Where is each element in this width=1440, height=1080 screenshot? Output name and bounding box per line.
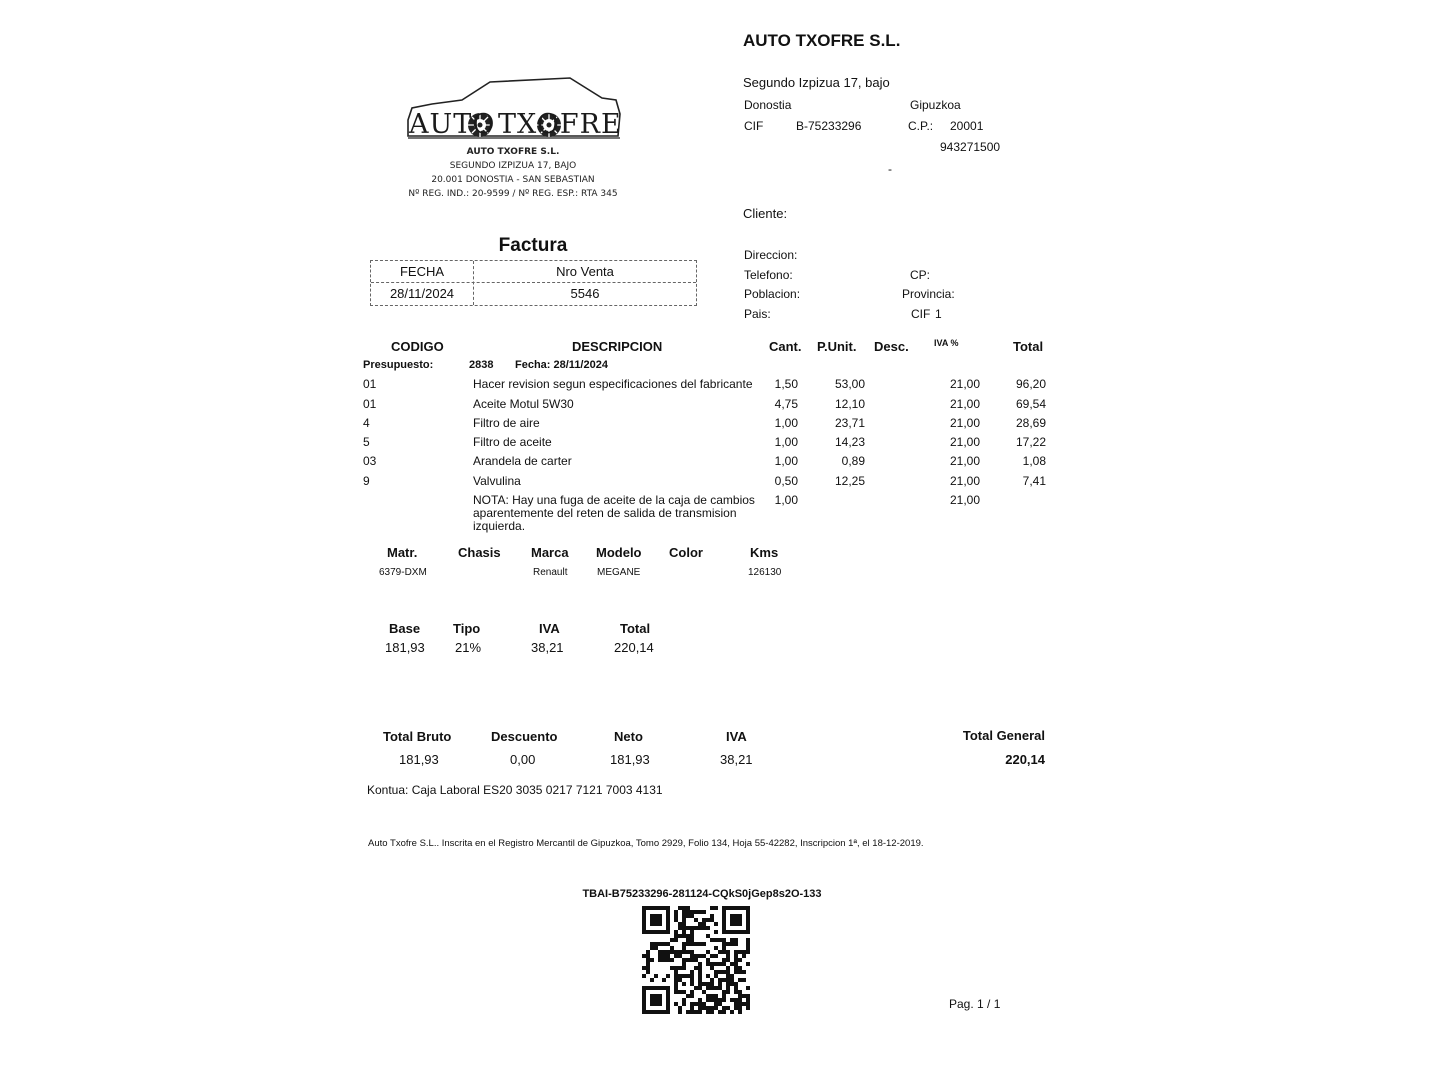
logo-word-txofre: TXOFRE: [498, 109, 622, 140]
item-cant: 0,50: [774, 474, 798, 488]
item-punit: 23,71: [834, 416, 865, 430]
nota-iva: 21,00: [949, 493, 980, 507]
totals-general: 220,14: [1005, 752, 1045, 767]
tax-base-header: Base: [389, 621, 421, 636]
invoice-nro: 5546: [570, 286, 600, 301]
vehicle-matr-header: Matr.: [387, 545, 418, 560]
item-total: 69,54: [1015, 397, 1046, 411]
company-province: Gipuzkoa: [910, 98, 961, 112]
company-dash: -: [888, 162, 892, 176]
totals-descuento: 0,00: [510, 752, 536, 767]
totals-bruto-header: Total Bruto: [383, 729, 452, 744]
item-total: 28,69: [1015, 416, 1046, 430]
presupuesto-fecha: Fecha: 28/11/2024: [515, 359, 608, 371]
vehicle-modelo-header: Modelo: [596, 545, 642, 560]
logo-line-1: AUTO TXOFRE S.L.: [466, 147, 560, 157]
vehicle-color-header: Color: [669, 545, 703, 560]
item-cant: 1,50: [774, 377, 798, 391]
totals-general-header: Total General: [962, 728, 1045, 743]
presupuesto-number: 2838: [469, 359, 494, 371]
item-descripcion: Hacer revision segun especificaciones del fabricante: [473, 377, 753, 391]
item-total: 1,08: [1022, 454, 1046, 468]
tax-iva: 38,21: [531, 640, 564, 655]
company-cp: 20001: [950, 119, 984, 133]
vehicle-marca-header: Marca: [531, 545, 569, 560]
item-descripcion: Arandela de carter: [473, 454, 572, 468]
client-cp-label: CP:: [910, 268, 931, 282]
company-name: AUTO TXOFRE S.L.: [743, 31, 901, 50]
vehicle-marca: Renault: [533, 567, 568, 578]
tax-tipo: 21%: [455, 640, 482, 655]
company-cp-label: C.P.:: [908, 119, 934, 133]
tax-total: 220,14: [614, 640, 654, 655]
logo-word-auto: AUTO: [409, 109, 496, 140]
qr-code-icon: [642, 906, 750, 1014]
vehicle-matr: 6379-DXM: [379, 567, 427, 578]
item-iva: 21,00: [949, 474, 980, 488]
item-iva: 21,00: [949, 435, 980, 449]
totals-neto: 181,93: [610, 752, 650, 767]
header-descripcion: DESCRIPCION: [572, 339, 663, 354]
registry-note: Auto Txofre S.L.. Inscrita en el Registro Mercantil de Gipuzkoa, Tomo 2929, Folio 134, Hoja 55-42282, Inscripcion 1ª, el 18-12-2019.: [368, 838, 924, 849]
company-city: Donostia: [744, 98, 792, 112]
client-cif-label: CIF: [911, 307, 931, 321]
header-cant: Cant.: [769, 339, 802, 354]
vehicle-kms-header: Kms: [750, 545, 779, 560]
item-codigo: 01: [363, 397, 377, 411]
page-number: Pag. 1 / 1: [949, 997, 1001, 1011]
vehicle-modelo: MEGANE: [597, 567, 641, 578]
logo-line-3: 20.001 DONOSTIA - SAN SEBASTIAN: [431, 175, 595, 185]
totals-iva: 38,21: [720, 752, 753, 767]
client-telefono-label: Telefono:: [744, 268, 793, 282]
header-codigo: CODIGO: [391, 339, 444, 354]
item-iva: 21,00: [949, 454, 980, 468]
item-cant: 4,75: [774, 397, 798, 411]
tax-total-header: Total: [620, 621, 651, 636]
company-cif-label: CIF: [744, 119, 764, 133]
item-iva: 21,00: [949, 377, 980, 391]
client-label: Cliente:: [743, 206, 788, 221]
client-poblacion-label: Poblacion:: [744, 287, 801, 301]
totals-iva-header: IVA: [726, 729, 747, 744]
company-address: Segundo Izpizua 17, bajo: [743, 75, 890, 90]
item-punit: 53,00: [834, 377, 865, 391]
item-descripcion: Aceite Motul 5W30: [473, 397, 574, 411]
header-iva: IVA %: [934, 338, 959, 348]
invoice-fecha-label: FECHA: [399, 264, 445, 279]
header-desc: Desc.: [874, 339, 909, 354]
item-total: 7,41: [1022, 474, 1046, 488]
logo-line-4: Nº REG. IND.: 20-9599 / Nº REG. ESP.: RTA 345: [408, 189, 618, 199]
item-cant: 1,00: [774, 416, 798, 430]
item-codigo: 03: [363, 454, 377, 468]
item-total: 96,20: [1015, 377, 1046, 391]
presupuesto-label: Presupuesto:: [363, 359, 434, 371]
item-iva: 21,00: [949, 416, 980, 430]
invoice-info-box: [370, 260, 697, 306]
nota-line-1: NOTA: Hay una fuga de aceite de la caja de cambios: [473, 493, 755, 507]
nota-cant: 1,00: [774, 493, 798, 507]
item-punit: 12,25: [834, 474, 865, 488]
invoice-nro-label: Nro Venta: [556, 264, 614, 279]
item-descripcion: Filtro de aceite: [473, 435, 552, 449]
client-provincia-label: Provincia:: [902, 287, 955, 301]
nota-line-2: aparentemente del reten de salida de transmision: [473, 506, 737, 520]
client-cif-value: 1: [935, 307, 942, 321]
invoice-fecha: 28/11/2024: [389, 286, 455, 301]
item-punit: 12,10: [834, 397, 865, 411]
item-codigo: 9: [363, 474, 370, 488]
item-punit: 14,23: [834, 435, 865, 449]
nota-line-3: izquierda.: [473, 519, 526, 533]
vehicle-chasis-header: Chasis: [458, 545, 501, 560]
item-cant: 1,00: [774, 454, 798, 468]
logo-line-2: SEGUNDO IZPIZUA 17, BAJO: [449, 161, 577, 171]
item-codigo: 5: [363, 435, 370, 449]
header-total: Total: [1013, 339, 1044, 354]
bank-account: Kontua: Caja Laboral ES20 3035 0217 7121 7003 4131: [367, 783, 663, 797]
item-descripcion: Valvulina: [473, 474, 521, 488]
client-pais-label: Pais:: [744, 307, 771, 321]
tax-base: 181,93: [385, 640, 425, 655]
item-total: 17,22: [1015, 435, 1046, 449]
item-codigo: 01: [363, 377, 377, 391]
totals-bruto: 181,93: [399, 752, 439, 767]
item-punit: 0,89: [841, 454, 865, 468]
client-direccion-label: Direccion:: [744, 248, 798, 262]
tbai-code: TBAI-B75233296-281124-CQkS0jGep8s2O-133: [582, 888, 822, 900]
item-descripcion: Filtro de aire: [473, 416, 540, 430]
header-punit: P.Unit.: [817, 339, 857, 354]
item-codigo: 4: [363, 416, 370, 430]
invoice-title: Factura: [498, 235, 568, 256]
company-phone: 943271500: [940, 140, 1001, 154]
vehicle-kms: 126130: [748, 567, 782, 578]
totals-neto-header: Neto: [614, 729, 643, 744]
item-cant: 1,00: [774, 435, 798, 449]
company-cif: B-75233296: [796, 119, 862, 133]
tax-iva-header: IVA: [539, 621, 560, 636]
totals-descuento-header: Descuento: [491, 729, 558, 744]
item-iva: 21,00: [949, 397, 980, 411]
tax-tipo-header: Tipo: [453, 621, 481, 636]
company-logo: [402, 74, 624, 204]
